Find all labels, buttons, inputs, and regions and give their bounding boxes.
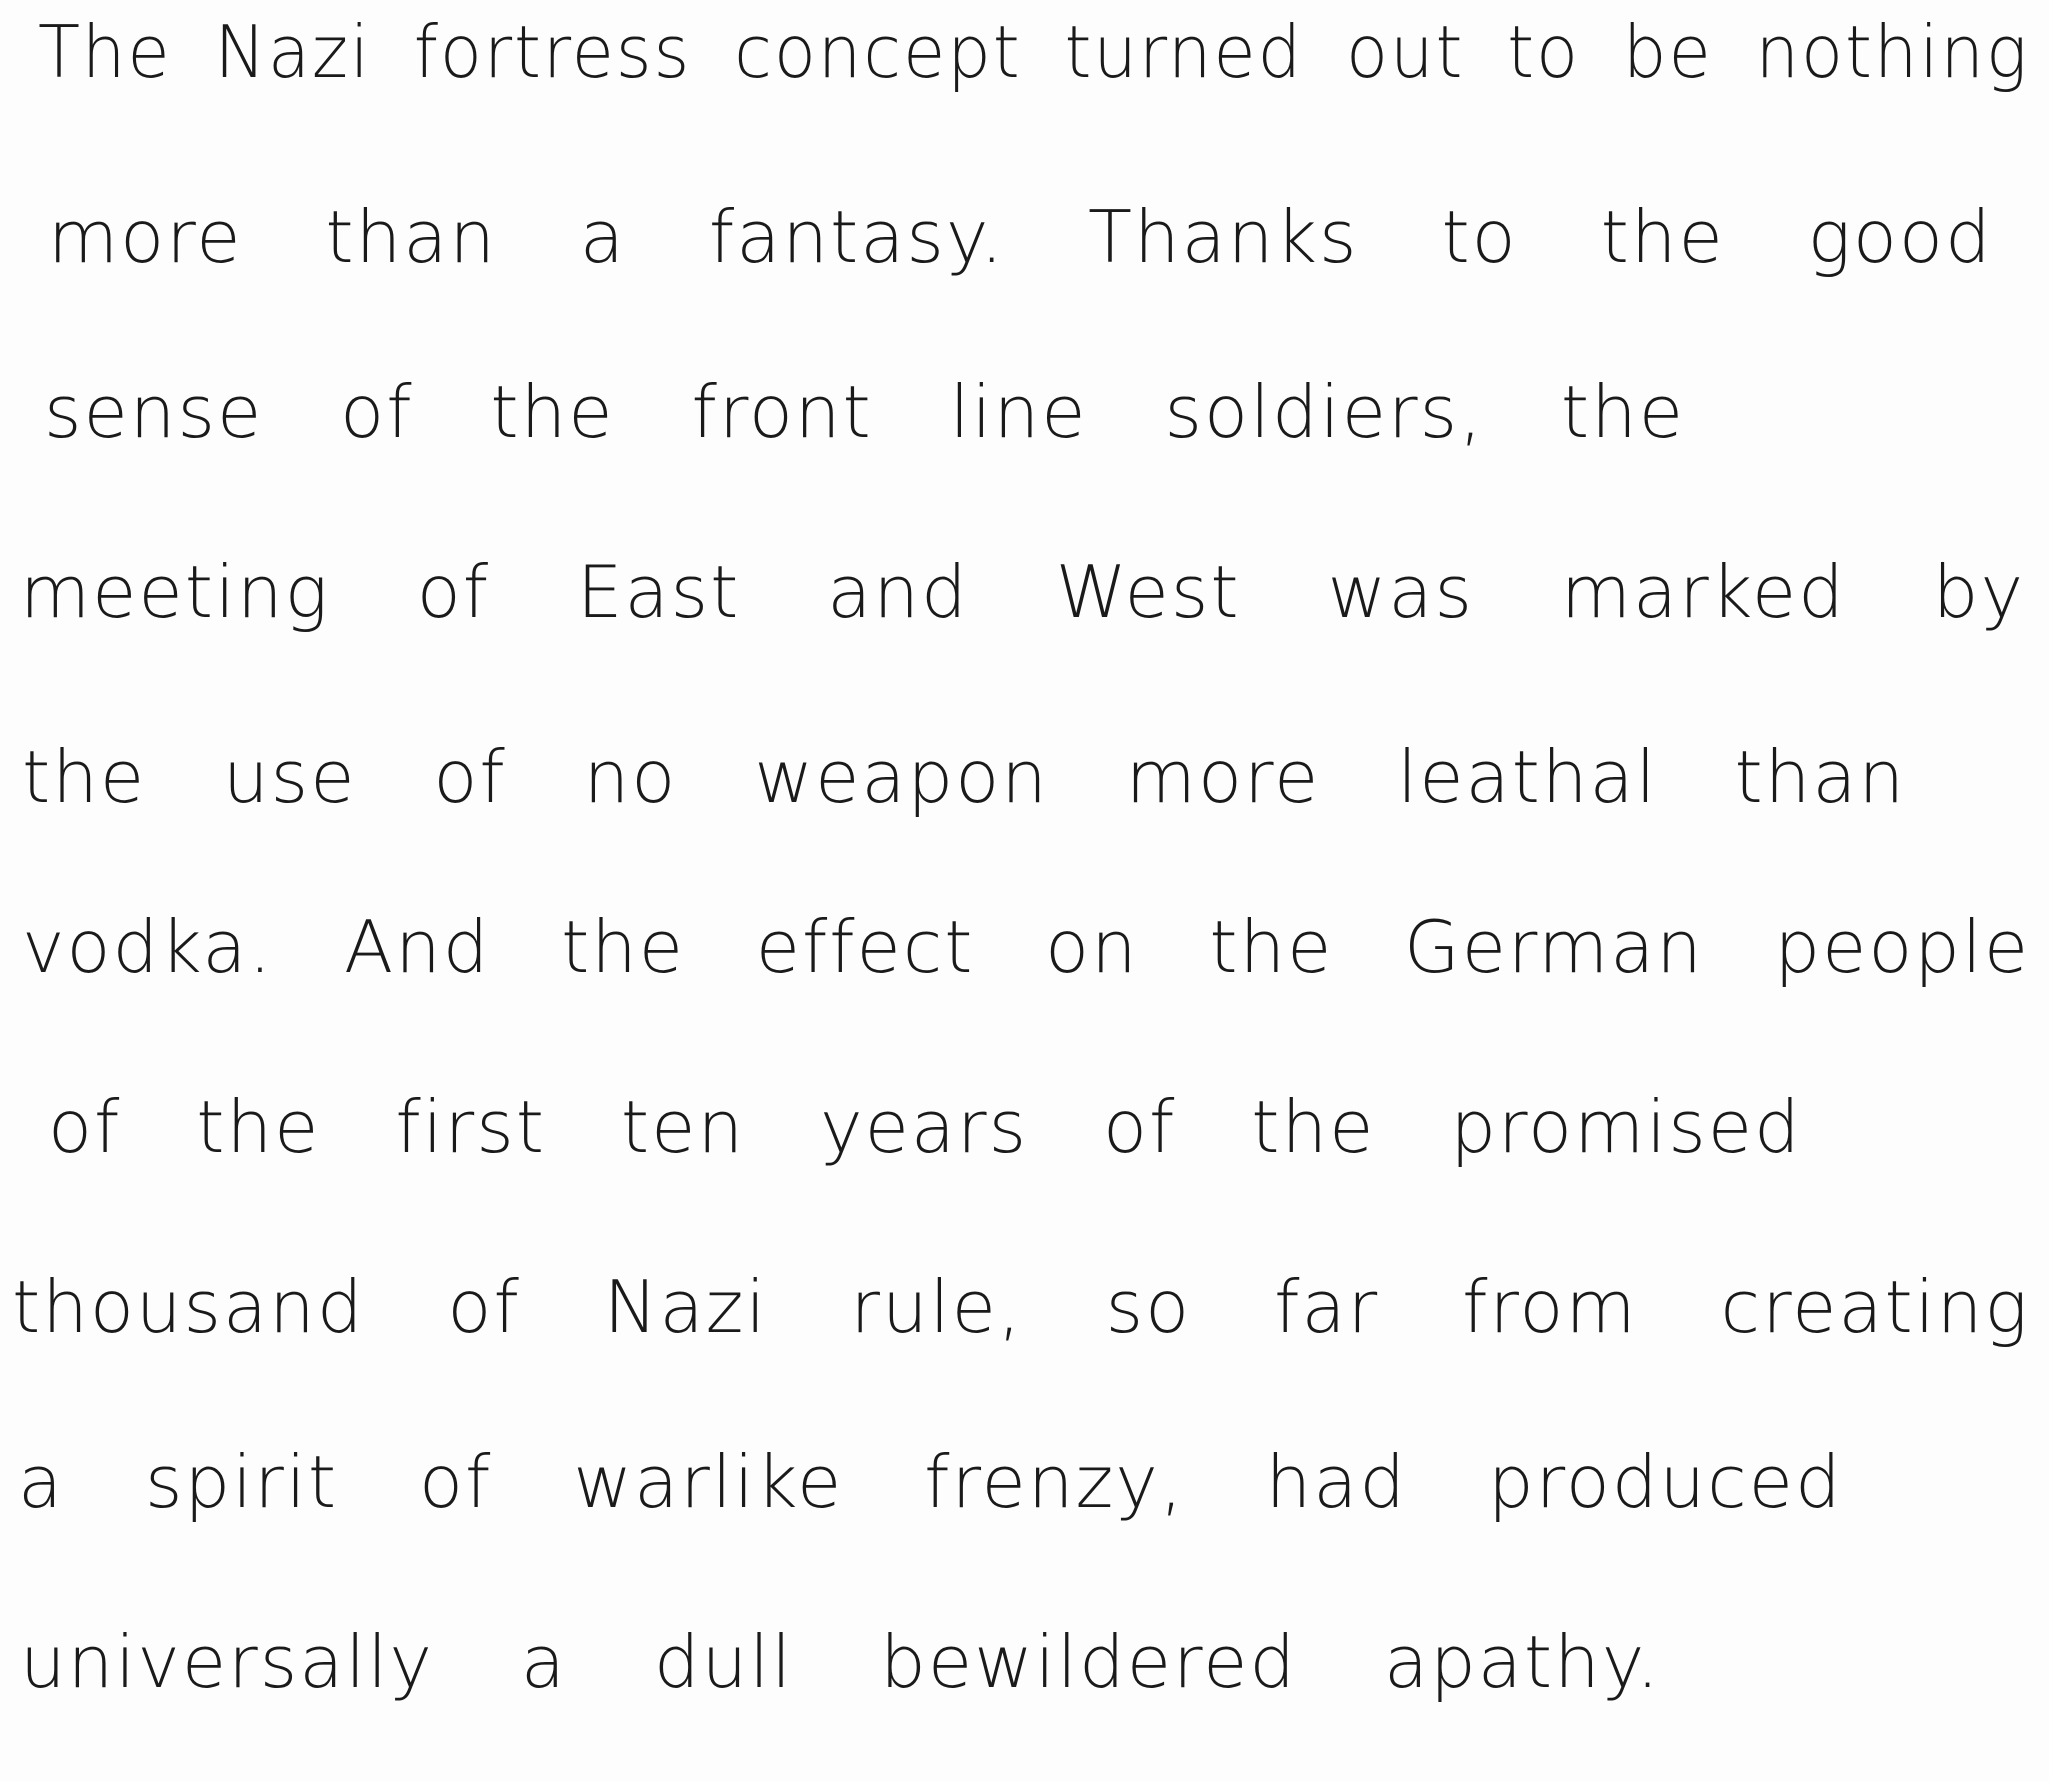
text-line-2: more than a fantasy. Thanks to the good — [48, 195, 1993, 279]
text-line-3: sense of the front line soldiers, the — [44, 370, 1686, 454]
text-line-1: The Nazi fortress concept turned out to be nothing — [38, 10, 2030, 94]
text-line-4: meeting of East and West was marked by — [20, 550, 2026, 634]
text-line-6: vodka. And the effect on the German people — [22, 905, 2031, 989]
text-line-5: the use of no weapon more leathal than — [22, 735, 1907, 819]
text-line-10: universally a dull bewildered apathy. — [20, 1620, 1661, 1704]
text-line-7: of the first ten years of the promised — [48, 1085, 1802, 1169]
text-line-9: a spirit of warlike frenzy, had produced — [18, 1440, 1843, 1524]
text-line-8: thousand of Nazi rule, so far from creating — [12, 1265, 2030, 1349]
